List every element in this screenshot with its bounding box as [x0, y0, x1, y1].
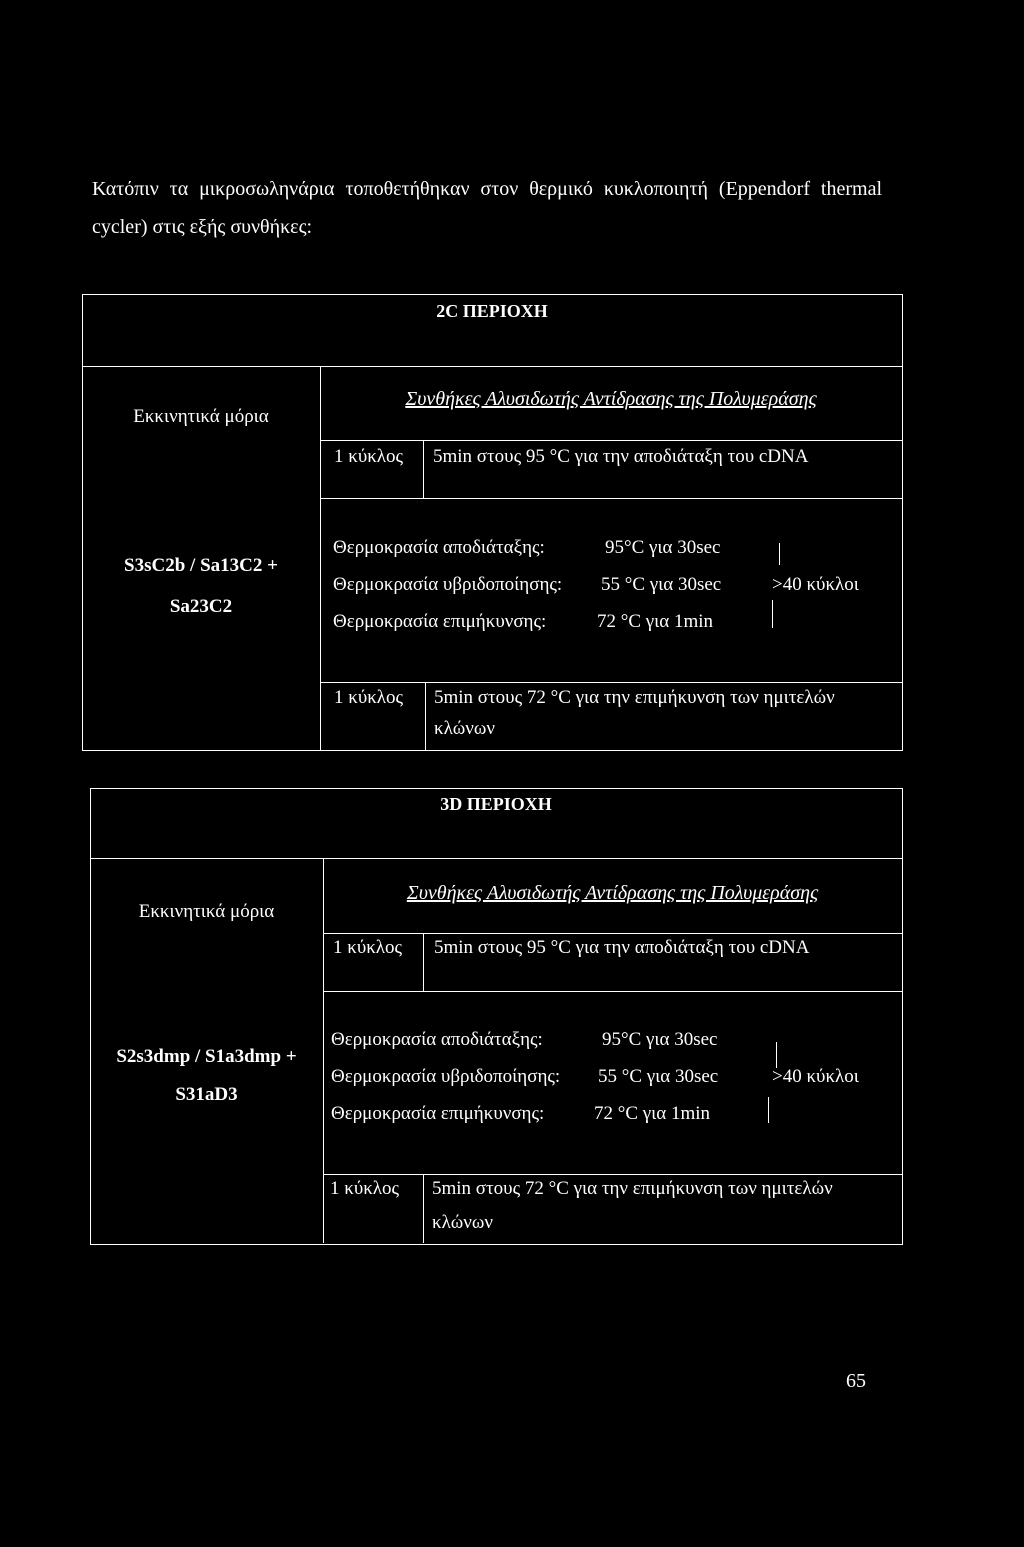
primers-line-1: S3sC2b / Sa13C2 + — [124, 555, 278, 576]
step-value-extension: 72 °C για 1min — [597, 611, 714, 632]
last-cycle-step-line-1: 5min στους 72 °C για την επιμήκυνση των ημιτελών — [432, 1178, 833, 1199]
cycle-bracket-bottom — [768, 1097, 769, 1123]
first-cycle-count: 1 κύκλος — [334, 446, 404, 467]
primers-header: Εκκινητικά μόρια — [138, 901, 275, 922]
last-cycle-step-line-2: κλώνων — [434, 718, 495, 739]
step-value-denaturation: 95°C για 30sec — [605, 537, 721, 558]
table-title: 3D ΠΕΡΙΟΧΗ — [440, 794, 552, 814]
step-label-annealing: Θερμοκρασία υβριδοποίησης: — [333, 574, 563, 595]
last-cycle-step-line-2: κλώνων — [432, 1212, 493, 1233]
cycles-count: >40 κύκλοι — [772, 1066, 859, 1087]
step-label-annealing: Θερμοκρασία υβριδοποίησης: — [331, 1066, 561, 1087]
conditions-header: Συνθήκες Αλυσιδωτής Αντίδρασης της Πολυμεράσης — [406, 882, 819, 904]
primers-line-1: S2s3dmp / S1a3dmp + — [116, 1046, 297, 1067]
first-cycle-count: 1 κύκλος — [333, 937, 403, 958]
bracket-point-icon: > — [772, 1066, 783, 1087]
page-number: 65 — [846, 1370, 866, 1392]
first-cycle-step: 5min στους 95 °C για την αποδιάταξη του cDNA — [434, 937, 810, 958]
step-label-denaturation: Θερμοκρασία αποδιάταξης: — [333, 537, 545, 558]
step-label-extension: Θερμοκρασία επιμήκυνσης: — [331, 1103, 545, 1124]
step-label-extension: Θερμοκρασία επιμήκυνσης: — [333, 611, 547, 632]
cycle-bracket-bottom — [772, 600, 773, 628]
cycles-count: >40 κύκλοι — [772, 574, 859, 595]
step-label-denaturation: Θερμοκρασία αποδιάταξης: — [331, 1029, 543, 1050]
primers-line-2: Sa23C2 — [169, 596, 233, 617]
first-cycle-step: 5min στους 95 °C για την αποδιάταξη του cDNA — [433, 446, 809, 467]
step-value-extension: 72 °C για 1min — [594, 1103, 711, 1124]
cycle-bracket-top — [779, 543, 780, 565]
primers-line-2: S31aD3 — [175, 1084, 238, 1105]
table-title: 2C ΠΕΡΙΟΧΗ — [436, 301, 548, 321]
last-cycle-step-line-1: 5min στους 72 °C για την επιμήκυνση των ημιτελών — [434, 687, 835, 708]
primers-header: Εκκινητικά μόρια — [133, 406, 269, 427]
step-value-denaturation: 95°C για 30sec — [602, 1029, 718, 1050]
last-cycle-count: 1 κύκλος — [334, 687, 404, 708]
step-value-annealing: 55 °C για 30sec — [598, 1066, 719, 1087]
cycle-bracket-top — [776, 1042, 777, 1068]
last-cycle-count: 1 κύκλος — [330, 1178, 400, 1199]
conditions-header: Συνθήκες Αλυσιδωτής Αντίδρασης της Πολυμεράσης — [405, 388, 817, 410]
step-value-annealing: 55 °C για 30sec — [601, 574, 722, 595]
bracket-point-icon: > — [772, 574, 783, 595]
intro-paragraph: Κατόπιν τα μικροσωληνάρια τοποθετήθηκαν στον θερμικό κυκλοποιητή (Eppendorf thermal cycler) στις εξής συνθήκες: — [92, 178, 882, 238]
